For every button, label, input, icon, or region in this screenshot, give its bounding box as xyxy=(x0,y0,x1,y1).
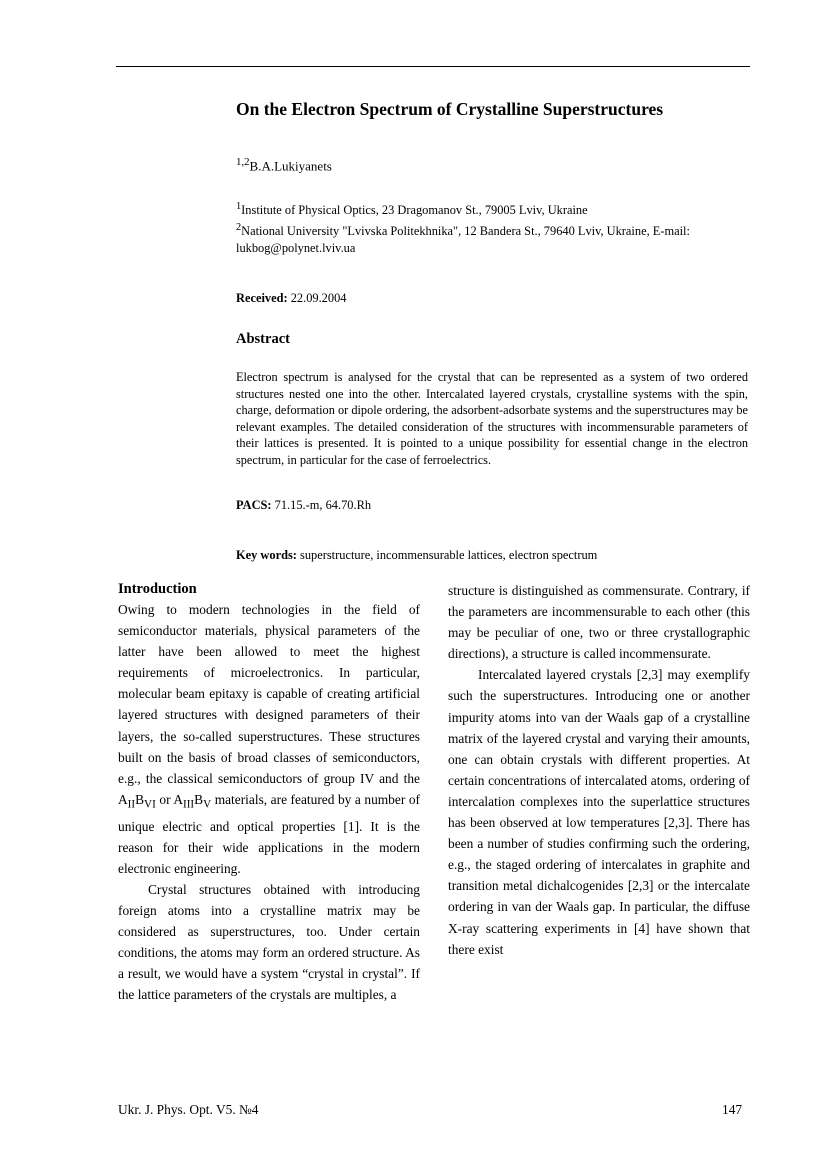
formula-text: A xyxy=(173,791,183,807)
footer-journal: Ukr. J. Phys. Opt. V5. №4 xyxy=(118,1102,259,1117)
affiliation-2 xyxy=(236,219,750,257)
author-superscript: 1,2 xyxy=(236,156,250,168)
paragraph: Intercalated layered crystals [2,3] may exemplify such the superstructures. Introducing one or another impurity atoms into van der Waals gap of a crystalline matrix of the layered crystal and varying their amounts, one can obtain crystals with different properties. At certain concentrations of intercalated atoms, ordering of intercalation complexes into the superlattice structures has been observed at low temperatures [2,3]. There has been a number of studies confirming such the ordering, e.g., the staged ordering of intercalates in graphite and transition metal dichalcogenides [2,3] or the intercalate ordering in van der Waals gap. In particular, the diffuse X-ray scattering experiments in [4] have shown that there exist xyxy=(448,667,750,957)
paragraph xyxy=(118,599,420,879)
affiliation-2-text: National University "Lvivska Politekhnika", 12 Bandera St., 79640 Lviv, Ukraine, E-mail: lukbog@polynet.lviv.ua xyxy=(236,224,690,256)
received-date xyxy=(236,291,346,306)
paragraph-text: materials, are featured by a number of unique electric and optical properties [1]. It is the reason for their wide applications in the modern electronic engineering. xyxy=(118,791,420,876)
affiliation-2-superscript: 2 xyxy=(236,222,242,234)
pacs-label: PACS: xyxy=(236,498,272,512)
right-column xyxy=(448,580,750,960)
paragraph-text: or xyxy=(155,791,174,807)
header-rule xyxy=(116,66,750,67)
formula-subscript: III xyxy=(183,798,195,811)
affiliation-1-superscript: 1 xyxy=(236,201,242,212)
formula-subscript: V xyxy=(203,798,212,811)
footer-page-number: 147 xyxy=(722,1102,743,1117)
affiliation-1 xyxy=(236,198,750,219)
pacs-value: 71.15.-m, 64.70.Rh xyxy=(271,498,372,512)
formula-subscript: II xyxy=(127,798,136,811)
formula-subscript: VI xyxy=(144,798,156,811)
keywords-label: Key words: xyxy=(236,548,297,562)
section-heading-introduction: Introduction xyxy=(118,581,197,597)
paragraph-text: Owing to modern technologies in the field of semiconductor materials, physical parameters of the latter have been allowed to meet the highest requirements of microelectronics. In particular, molecular beam epitaxy is capable of creating artificial layered structures with designed parameters of their layers, the so-called superstructures. These structures built on the basis of broad classes of semiconductors, e.g., the classical semiconductors of group IV and the xyxy=(118,602,420,786)
formula-text: A xyxy=(118,791,128,807)
abstract-heading: Abstract xyxy=(236,331,290,347)
formula-text: B xyxy=(194,791,204,807)
author-name: B.A.Lukiyanets xyxy=(249,158,332,174)
affiliation-1-text: Institute of Physical Optics, 23 Dragomanov St., 79005 Lviv, Ukraine xyxy=(241,203,588,218)
pacs-line xyxy=(236,498,371,513)
author-line xyxy=(236,156,332,174)
paragraph: structure is distinguished as commensurate. Contrary, if the parameters are incommensurable to each other (this may be peculiar of one, two or three crystallographic directions), a structure is called incommensurate. xyxy=(448,583,750,662)
paragraph: Crystal structures obtained with introducing foreign atoms into a crystalline matrix may be considered as superstructures, too. Under certain conditions, the atoms may form an ordered structure. As a result, we would have a system “crystal in crystal”. If the lattice parameters of the crystals are multiples, a xyxy=(118,881,420,1003)
formula-text: B xyxy=(135,791,145,807)
received-label: Received: xyxy=(236,291,288,305)
keywords-line xyxy=(236,548,597,563)
received-value: 22.09.2004 xyxy=(287,291,347,305)
left-column xyxy=(118,599,420,1005)
keywords-value: superstructure, incommensurable lattices, electron spectrum xyxy=(296,548,598,562)
paper-title: On the Electron Spectrum of Crystalline Superstructures xyxy=(236,99,664,119)
abstract-text: Electron spectrum is analysed for the crystal that can be represented as a system of two ordered structures nested one into the other. Intercalated layered crystals, crystalline systems with the spin, charge, deformation or dipole ordering, the adsorbent-adsorbate systems and the superstructures may be relevant examples. The detailed consideration of the structures with incommensurable parameters of their lattices is presented. It is pointed to a unique possibility for essential change in the electron spectrum, in particular for the case of ferroelectrics. xyxy=(236,370,748,467)
affiliations xyxy=(236,198,750,257)
